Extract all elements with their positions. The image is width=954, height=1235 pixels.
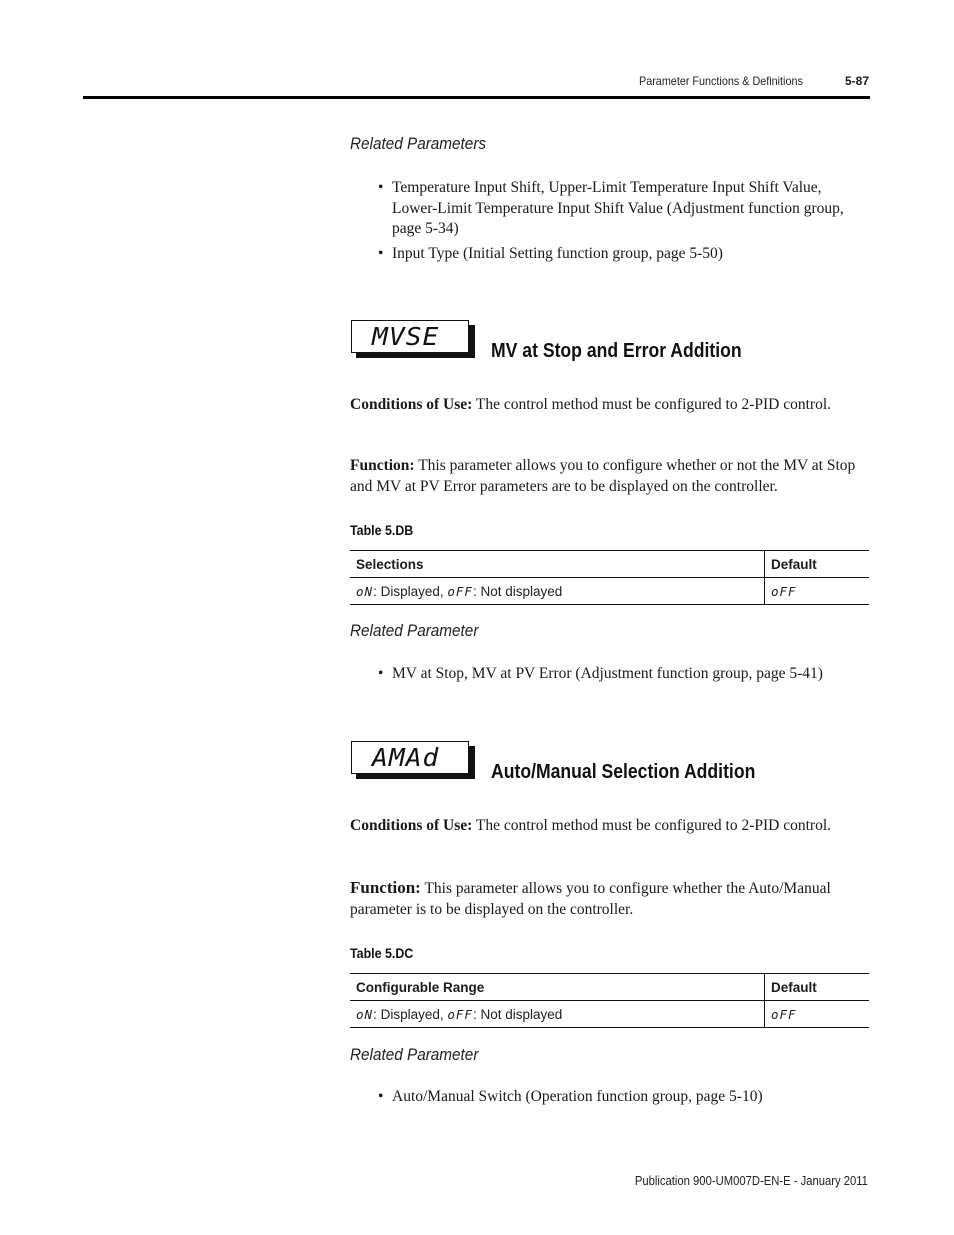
- publication-footer: Publication 900-UM007D-EN-E - January 2011: [634, 1174, 868, 1188]
- lcd-display-amad: [351, 741, 475, 779]
- table-cell-selection: [350, 578, 765, 605]
- header-rule: [83, 96, 870, 99]
- table-cell-default: [765, 1001, 870, 1028]
- off-code: oFF: [447, 1006, 473, 1022]
- lcd-code: MVSE: [372, 322, 440, 351]
- table-cell-range: [350, 1001, 765, 1028]
- table-cell-default: [765, 578, 870, 605]
- table-header-configurable-range: Configurable Range: [350, 974, 765, 1001]
- selections-table: [350, 550, 869, 605]
- list-item: • Input Type (Initial Setting function group, page 5-50): [378, 244, 863, 265]
- table-header-row: [350, 551, 869, 578]
- conditions-text: The control method must be configured to 2-PID control.: [472, 396, 832, 413]
- table-caption: Table 5.DB: [350, 523, 414, 538]
- off-code: oFF: [447, 583, 473, 599]
- related-parameters-heading: Related Parameters: [350, 134, 487, 153]
- related-parameter-heading: Related Parameter: [350, 1045, 479, 1064]
- section-title: Auto/Manual Selection Addition: [491, 761, 756, 783]
- conditions-of-use: [350, 816, 870, 837]
- section-title: MV at Stop and Error Addition: [491, 340, 742, 362]
- list-item: • MV at Stop, MV at PV Error (Adjustment function group, page 5-41): [378, 664, 863, 685]
- function-text: This parameter allows you to configure whether or not the MV at Stop and MV at PV Error parameters are to be displayed on the controller.: [350, 457, 856, 495]
- on-text: : Displayed,: [373, 1006, 448, 1022]
- lcd-display-mvse: [351, 320, 475, 358]
- conditions-text: The control method must be configured to 2-PID control.: [472, 817, 832, 834]
- default-code: oFF: [771, 1006, 797, 1022]
- function-label: Function:: [350, 457, 415, 474]
- table-header-default: Default: [765, 551, 870, 578]
- default-code: oFF: [771, 583, 797, 599]
- conditions-label: Conditions of Use:: [350, 396, 473, 413]
- related-parameter-list: [378, 1087, 863, 1112]
- table-row: [350, 578, 869, 605]
- related-parameter-list: [378, 664, 863, 689]
- configurable-range-table: [350, 973, 869, 1028]
- off-text: : Not displayed: [472, 583, 563, 599]
- on-code: oN: [356, 583, 374, 599]
- table-header-selections: Selections: [350, 551, 765, 578]
- list-item: • Auto/Manual Switch (Operation function group, page 5-10): [378, 1087, 863, 1108]
- related-parameters-list: [378, 178, 863, 268]
- function-text: This parameter allows you to configure whether the Auto/Manual parameter is to be displayed on the controller.: [350, 880, 831, 918]
- conditions-of-use: [350, 395, 870, 416]
- table-header-default: Default: [765, 974, 870, 1001]
- off-text: : Not displayed: [472, 1006, 563, 1022]
- lcd-code: AMAd: [372, 743, 440, 772]
- conditions-label: Conditions of Use:: [350, 817, 473, 834]
- table-header-row: [350, 974, 869, 1001]
- table-row: [350, 1001, 869, 1028]
- list-item: • Temperature Input Shift, Upper-Limit Temperature Input Shift Value, Lower-Limit Temperature Input Shift Value (Adjustment function group, page 5-34): [378, 178, 863, 240]
- on-text: : Displayed,: [373, 583, 448, 599]
- function-description: [350, 878, 870, 920]
- function-label: Function:: [350, 878, 421, 897]
- page-number: 5-87: [845, 74, 870, 88]
- table-caption: Table 5.DC: [350, 946, 414, 961]
- related-parameter-heading: Related Parameter: [350, 621, 479, 640]
- running-header-title: Parameter Functions & Definitions: [639, 74, 803, 88]
- function-description: [350, 456, 870, 497]
- on-code: oN: [356, 1006, 374, 1022]
